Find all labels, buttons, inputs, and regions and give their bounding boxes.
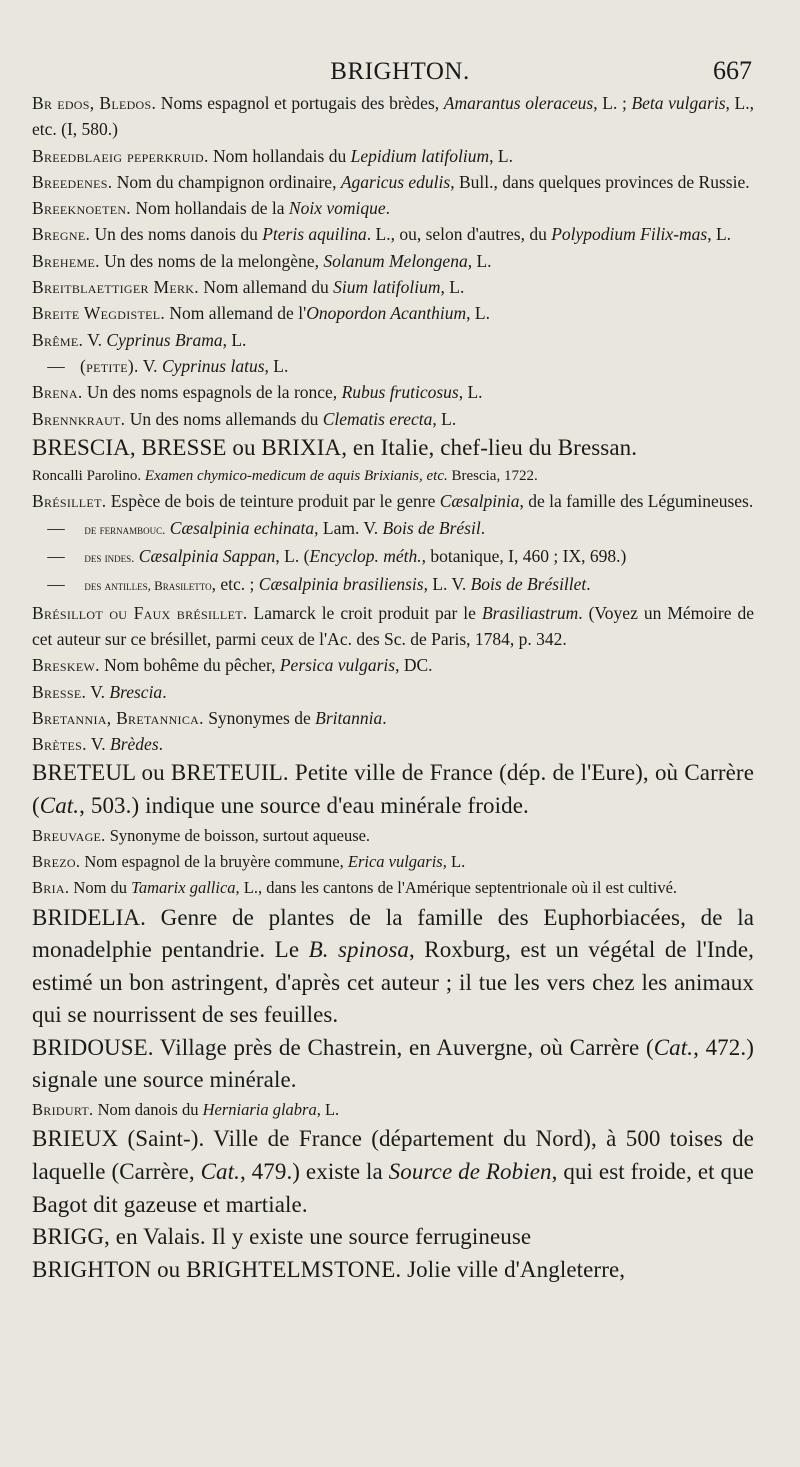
taxon-name: Sium latifolium xyxy=(333,277,441,298)
entry-text: , 472.) signale une source minérale. xyxy=(32,1034,754,1093)
entry-text: , L., etc. (I, 580.) xyxy=(32,93,754,140)
entry-text: V. xyxy=(86,681,110,702)
reference-imprint: Brescia, 1722. xyxy=(447,468,538,485)
entry-text: , L. xyxy=(222,329,247,350)
entry-bridelia xyxy=(32,902,754,1032)
entry-text: , 479.) existe la xyxy=(239,1158,389,1184)
entry-breheme xyxy=(32,248,754,274)
entry-text: , L. xyxy=(458,382,483,403)
repeat-dash: — xyxy=(47,546,65,567)
taxon-name: Tamarix gallica xyxy=(131,878,236,898)
entry-text: , L. ( xyxy=(275,546,310,567)
entry-breedblaeig xyxy=(32,143,754,169)
taxon-name: Brasiliastrum xyxy=(481,602,579,623)
entry-headword: Breuvage. xyxy=(32,825,106,845)
entry-bresillet-antilles xyxy=(32,571,754,599)
entry-text: Synonyme de boisson, surtout aqueuse. xyxy=(105,825,371,845)
entry-headword: Breedenes. xyxy=(32,171,113,192)
taxon-name: Beta vulgaris xyxy=(631,93,726,113)
entry-text: . xyxy=(382,707,387,728)
entry-headword: Breedblaeig peperkruid. xyxy=(32,145,209,166)
reference-title: Cat. xyxy=(653,1034,694,1060)
taxon-name: Cæsalpinia brasiliensis xyxy=(258,574,424,595)
entry-bresillot xyxy=(32,600,754,653)
entry-bredos xyxy=(32,90,754,143)
entry-bridurt xyxy=(32,1097,754,1123)
entry-text: , qui est froide, et que Bagot dit gazeuse et martiale. xyxy=(32,1158,754,1217)
cross-reference: Brescia xyxy=(109,681,163,702)
entry-text: , L. ; xyxy=(593,93,632,113)
entry-text: , L. xyxy=(264,355,289,376)
entry-headword: de fernambouc. xyxy=(84,521,166,537)
entry-text: , Bull., dans quelques provinces de Russie. xyxy=(450,171,750,192)
entry-text: Noms espagnol et portugais des brèdes, xyxy=(156,93,444,113)
taxon-name: Pteris aquilina xyxy=(262,224,367,245)
entry-headword: (petite). xyxy=(80,355,139,376)
entry-text: Nom hollandais du xyxy=(208,145,351,166)
entry-brena xyxy=(32,379,754,405)
entry-text: , L. V. xyxy=(423,574,471,595)
entry-text: BRESCIA, BRESSE ou BRIXIA, en Italie, chef-lieu du Bressan. xyxy=(32,434,638,460)
entry-text: Synonymes de xyxy=(203,707,316,728)
entry-headword: Breitblaettiger Merk. xyxy=(32,277,199,298)
entry-text: V. xyxy=(83,329,107,350)
entry-bretannia xyxy=(32,705,754,731)
entry-text: Lamarck le croit produit par le xyxy=(247,602,482,623)
entry-breite-wegdistel xyxy=(32,300,754,326)
entry-text: BRIGHTON ou BRIGHTELMSTONE. Jolie ville d'Angleterre, xyxy=(32,1256,626,1282)
entry-breme xyxy=(32,327,754,353)
reference-title: Encyclop. méth. xyxy=(309,546,422,567)
entry-text: , L. xyxy=(432,408,457,429)
entry-headword: Brètes. xyxy=(32,734,87,755)
entry-text: BRETEUL ou BRETEUIL. Petite ville de France (dép. de l'Eure), où Carrère ( xyxy=(32,760,754,819)
entry-headword: Brena. xyxy=(32,382,83,403)
entry-text: , L. xyxy=(316,1100,340,1120)
entry-headword: Bretannia, Bretannica. xyxy=(32,707,204,728)
entry-brieux xyxy=(32,1123,754,1221)
page-number: 667 xyxy=(713,56,752,85)
cross-reference: Bois de Brésillet xyxy=(470,574,587,595)
entry-text: , Roxburg, est un végétal de l'Inde, estimé un bon astringent, d'après cet auteur ; il tue les vers chez les animaux qui se nourrissent de ses feuilles. xyxy=(32,937,755,1028)
entry-text: Nom espagnol de la bruyère commune, xyxy=(80,851,348,871)
entry-breitblaettiger xyxy=(32,274,754,300)
entry-text: , etc. ; xyxy=(211,574,259,595)
entry-headword: Br edos, Bledos. xyxy=(32,93,157,113)
taxon-name: Persica vulgaris xyxy=(279,655,396,676)
reference-roncalli xyxy=(32,464,754,488)
reference-author: Roncalli Parolino. xyxy=(32,468,142,485)
running-title: BRIGHTON. xyxy=(330,58,470,85)
entry-headword: Brême. xyxy=(32,329,84,350)
entry-text: Nom hollandais de la xyxy=(130,198,289,219)
entry-text: V. xyxy=(86,734,111,755)
entry-bria xyxy=(32,875,754,901)
entry-headword: Bria. xyxy=(32,878,70,898)
entry-headword: Brezo. xyxy=(32,851,81,871)
entry-text: . xyxy=(158,734,164,755)
entry-text: . L., ou, selon d'autres, du xyxy=(366,224,552,245)
cross-reference: Britannia xyxy=(315,707,383,728)
entry-breeknoeten xyxy=(32,195,754,221)
entry-text: Nom allemand de l' xyxy=(165,303,307,324)
entry-bresse xyxy=(32,679,754,705)
entry-text: , DC. xyxy=(395,655,433,676)
taxon-name: Polypodium Filix-mas xyxy=(551,224,708,245)
entry-bridouse xyxy=(32,1032,754,1097)
entry-headword: Brennkraut. xyxy=(32,408,126,429)
entry-bresillet-indes xyxy=(32,543,754,571)
entry-text: , L. xyxy=(440,277,465,298)
entry-headword: Bregne. xyxy=(32,224,91,245)
entry-headword: Breeknoeten. xyxy=(32,198,131,219)
entry-breedenes xyxy=(32,169,754,195)
taxon-name: Herniaria glabra xyxy=(202,1100,317,1120)
taxon-name: Erica vulgaris xyxy=(347,851,443,871)
entry-headword: Bridurt. xyxy=(32,1100,94,1120)
entry-text: V. xyxy=(138,355,162,376)
taxon-name: Onopordon Acanthium xyxy=(306,303,467,324)
reference-title: Cat. xyxy=(39,793,80,819)
reference-title: Examen chymico-medicum de aquis Brixianis, etc. xyxy=(141,468,448,485)
entry-text: . xyxy=(480,517,486,538)
entry-breuvage xyxy=(32,823,754,849)
entry-brigg xyxy=(32,1221,754,1254)
entry-headword: des indes. xyxy=(84,550,135,566)
entry-text: , Lam. V. xyxy=(314,517,383,538)
repeat-dash: — xyxy=(47,355,65,376)
taxon-name: Solanum Melongena xyxy=(323,250,468,271)
source-name: Source de Robien xyxy=(388,1158,552,1184)
entry-brezo xyxy=(32,849,754,875)
entry-bregne xyxy=(32,221,754,247)
taxon-name: Noix vomique xyxy=(288,198,386,219)
entry-text: , L. xyxy=(442,851,466,871)
entry-text: . xyxy=(385,198,391,219)
taxon-name: B. spinosa xyxy=(308,937,410,963)
entry-text: , L. xyxy=(466,303,490,324)
entry-text: . xyxy=(162,681,167,702)
entry-headword: Breite Wegdistel. xyxy=(32,303,166,324)
entry-text: , L. xyxy=(467,250,492,271)
entry-brennkraut xyxy=(32,406,754,432)
entry-text: , de la famille des Légumineuses. xyxy=(519,491,754,512)
cross-reference: Bois de Brésil xyxy=(382,517,481,538)
entry-breme-petite xyxy=(32,353,754,379)
taxon-name: Agaricus edulis xyxy=(340,171,451,192)
entry-breteuil xyxy=(32,757,754,822)
entry-text: BRIEUX (Saint-). Ville de France (département du Nord), à 500 toises de laquelle (Carrère, xyxy=(32,1126,754,1184)
taxon-name: Cæsalpinia xyxy=(439,491,520,512)
entries-column xyxy=(32,90,754,1286)
entry-breskew xyxy=(32,652,754,678)
entry-text: Nom du xyxy=(69,878,132,898)
taxon-name: Clematis erecta xyxy=(322,408,433,429)
entry-text: Nom bohême du pêcher, xyxy=(99,655,280,676)
entry-brescia xyxy=(32,432,754,465)
entry-headword: Brésillet. xyxy=(32,491,107,512)
entry-text: , 503.) indique une source d'eau minérale froide. xyxy=(79,793,529,819)
entry-bresillet-fernambouc xyxy=(32,515,754,543)
taxon-name: Lepidium latifolium xyxy=(350,145,490,166)
entry-text: Espèce de bois de teinture produit par le genre xyxy=(106,491,440,512)
entry-text: Un des noms allemands du xyxy=(125,408,323,429)
taxon-name: Amarantus oleraceus xyxy=(443,93,594,113)
entry-text: . (Voyez un Mémoire de cet auteur sur ce brésillet, parmi ceux de l'Ac. des Sc. de Paris, 1784, p. 342. xyxy=(32,602,755,649)
entry-text: BRIDOUSE. Village près de Chastrein, en Auvergne, où Carrère ( xyxy=(32,1034,654,1060)
entry-headword: Breheme. xyxy=(32,250,100,271)
entry-text: , L. xyxy=(489,145,513,166)
entry-headword: Brésillot ou Faux brésillet. xyxy=(32,602,248,623)
repeat-dash: — xyxy=(47,517,65,538)
entry-text: Un des noms espagnols de la ronce, xyxy=(82,382,342,403)
entry-text: , L. xyxy=(707,224,732,245)
entry-headword: des antilles, Brasiletto xyxy=(84,578,212,594)
entry-text: Nom du champignon ordinaire, xyxy=(112,171,341,192)
entry-text: Un des noms de la melongène, xyxy=(99,250,324,271)
entry-headword: Bresse. xyxy=(32,681,87,702)
reference-title: Cat. xyxy=(200,1158,240,1184)
entry-text: , L., dans les cantons de l'Amérique septentrionale où il est cultivé. xyxy=(235,878,678,898)
taxon-name: Cæsalpinia Sappan xyxy=(138,546,276,567)
entry-text: BRIDELIA. Genre de plantes de la famille des Euphorbiacées, de la monadelphie pentandrie. Le xyxy=(32,904,754,963)
entry-text: , botanique, I, 460 ; IX, 698.) xyxy=(421,546,627,567)
repeat-dash: — xyxy=(47,574,65,595)
entry-text: Nom danois du xyxy=(93,1100,203,1120)
entry-text: Un des noms danois du xyxy=(90,224,263,245)
entry-text: . xyxy=(586,574,591,595)
entry-bretes xyxy=(32,731,754,757)
entry-text: BRIGG, en Valais. Il y existe une source ferrugineuse xyxy=(32,1224,532,1250)
cross-reference: Brèdes xyxy=(110,734,159,755)
taxon-name: Cæsalpinia echinata xyxy=(169,517,315,538)
taxon-name: Cyprinus Brama xyxy=(106,329,223,350)
entry-brighton xyxy=(32,1254,754,1287)
entry-headword: Breskew. xyxy=(32,655,100,676)
entry-bresillet xyxy=(32,488,754,514)
running-header xyxy=(0,52,800,92)
taxon-name: Rubus fruticosus xyxy=(341,382,459,403)
taxon-name: Cyprinus latus xyxy=(161,355,265,376)
entry-text: Nom allemand du xyxy=(198,277,334,298)
